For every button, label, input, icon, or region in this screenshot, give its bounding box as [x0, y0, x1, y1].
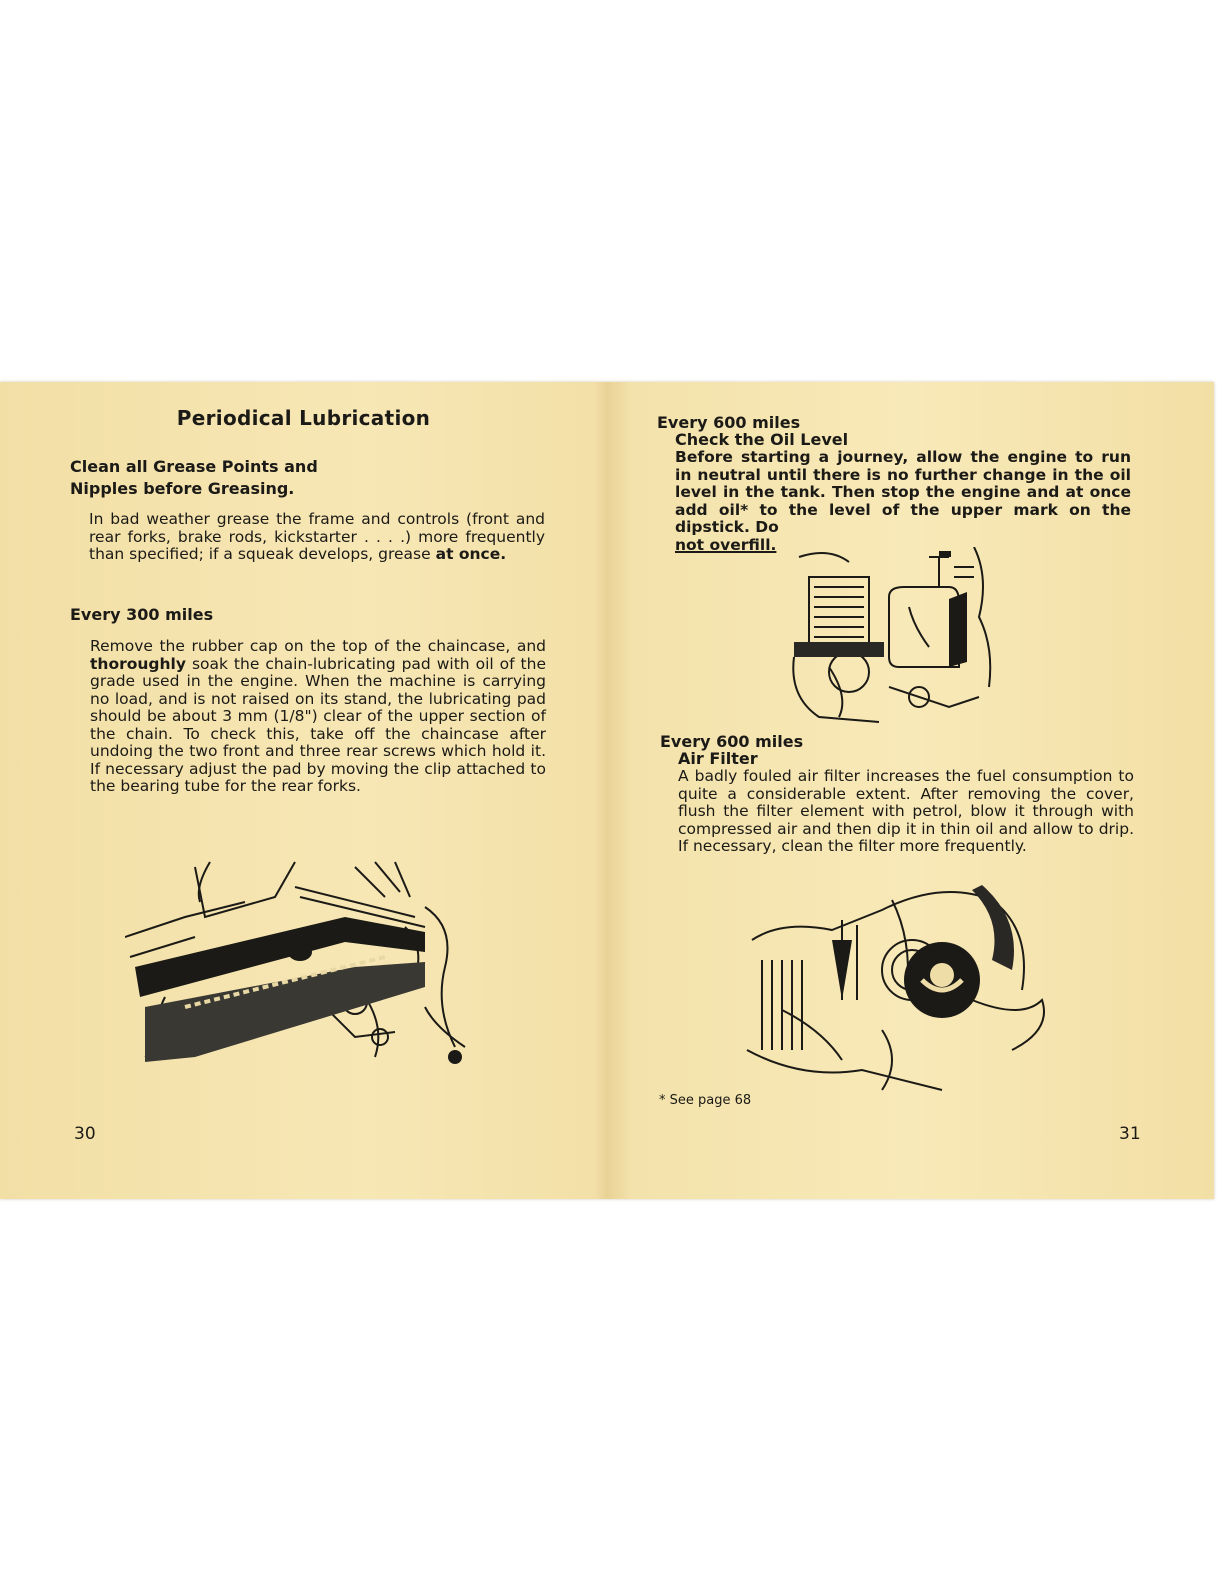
footnote: * See page 68 [659, 1093, 752, 1108]
right-page [607, 382, 1214, 1199]
air-filter-paragraph: A badly fouled air filter increases the fuel consumption to quite a considerable extent. After removing the cover, flush the filter element with petrol, blow it through with compressed air and then dip it in thin oil and allow to drip. If necessary, clean the filter more frequently. [678, 767, 1134, 855]
text-300-b: soak the chain-lubricating pad with oil of the grade used in the engine. When the machine is carrying no load, and is not raised on its stand, the lubricating pad should be about 3 mm (1/8") clear of the upper section of the chain. To check this, take off the chaincase after undoing the two front and three rear screws which hold it. If necessary adjust the pad by moving the clip attached to the bearing tube for the rear forks. [90, 654, 546, 795]
section-600a-heading: Every 600 miles [657, 413, 801, 432]
page-title: Periodical Lubrication [176, 406, 431, 430]
oil-level-paragraph [675, 449, 1131, 554]
air-filter-heading: Air Filter [678, 749, 758, 768]
do-not-overfill: not overfill. [675, 535, 777, 554]
grease-text: In bad weather grease the frame and controls (front and rear forks, brake rods, kickstarter . . . .) more frequently than specified; if a squeak develops, grease [89, 510, 545, 563]
grease-heading-line2: Nipples before Greasing. [70, 479, 295, 498]
section-300-heading: Every 300 miles [70, 605, 214, 624]
section-300-paragraph [90, 638, 546, 796]
chaincase-illustration [125, 857, 495, 1082]
grease-heading-line1: Clean all Grease Points and [70, 457, 318, 476]
check-oil-heading: Check the Oil Level [675, 430, 849, 449]
page-number-left: 30 [74, 1124, 96, 1144]
oil-tank-illustration [789, 547, 999, 725]
page-number-right: 31 [1119, 1124, 1141, 1144]
oil-level-text: Before starting a journey, allow the engine to run in neutral until there is no further change in the oil level in the tank. Then stop the engine and at once add oil* to the level of the upper mark on the dipstick. Do [675, 448, 1131, 536]
text-300-a: Remove the rubber cap on the top of the chaincase, and [90, 637, 546, 655]
manual-spread [0, 382, 1214, 1199]
text-300-emphasis: thoroughly [90, 654, 186, 673]
left-page [0, 382, 607, 1199]
grease-text-emphasis: at once. [435, 545, 507, 563]
section-600b-heading: Every 600 miles [660, 732, 804, 751]
grease-paragraph [89, 511, 545, 564]
air-filter-illustration [742, 880, 1052, 1095]
